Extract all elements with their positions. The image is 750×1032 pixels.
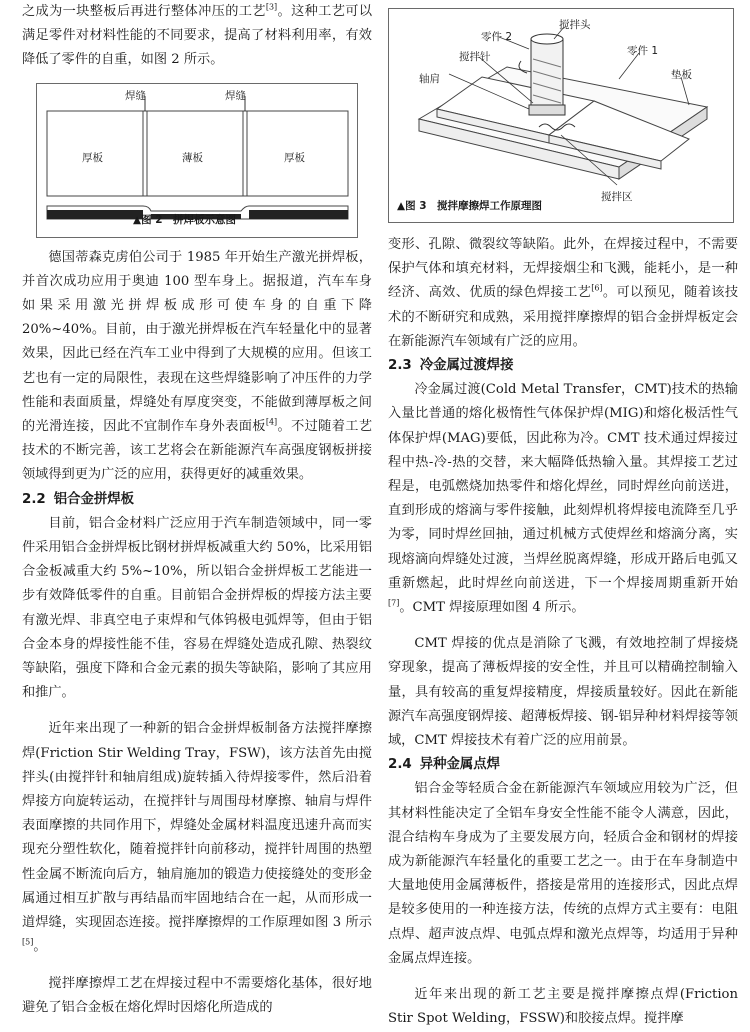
backing-plate-label: 垫板: [671, 69, 692, 81]
friction-stir-welding-diagram: [389, 9, 735, 224]
figure-2: [36, 83, 358, 238]
laser-welding-paragraph: 德国蒂森克虏伯公司于 1985 年开始生产激光拼焊板，并首次成功应用于奥迪 100 型车身上。据报道，汽车车身如果采用激光拼焊板成形可使车身的自重下降 20%~40%。目前，由于激光拼焊板在汽车轻量化中的显著效果，因此已经在汽车工业中得到了大规模的应用。但该工艺也有一定的局限性，表现在这些焊缝影响了冲压件的力学性能和表面质量，焊缝处有厚度突变，不能做到薄厚板之间的光滑连接，因此不宜制作车身外表面板[4]。不过随着工艺技术的不断完善，该工艺将会在新能源汽车高强度钢板拼接领域得到更为广泛的应用，获得更好的减重效果。: [22, 249, 373, 483]
cmt-advantage-paragraph: CMT 焊接的优点是消除了飞溅，有效地控制了焊接烧穿现象，提高了薄板焊接的安全性，并且可以精确控制输入量，具有较高的重复焊接精度，焊接质量较好。因此在新能源汽车高强度钢焊接、超薄板焊接、钢-铝异种材料焊接等领域，CMT 焊接技术有着广泛的应用前景。: [388, 636, 738, 749]
spot-welding-paragraph: 铝合金等轻质合金在新能源汽车领域应用较为广泛，但其材料性能决定了全铝车身安全性能不能令人满意，因此，混合结构车身成为了主要发展方向，轻质合金和钢材的焊接成为新能源汽车轻量化的重要工艺之一。由于在车身制造中大量地使用金属薄板件，搭接是常用的连接形式，因此点焊是较多使用的一种连接方法，传统的点焊方式主要有：电阻点焊、超声波点焊、电弧点焊和激光点焊等，均适用于异种金属点焊连接。: [388, 781, 738, 966]
right-column: [388, 0, 738, 1032]
section-2-4-heading: 2.4 异种金属点焊: [388, 757, 501, 773]
fsw-advantage-paragraph: 搅拌摩擦焊工艺在焊接过程中不需要熔化基体，很好地避免了铝合金板在熔化焊时因熔化所造成的: [22, 975, 372, 1015]
aluminum-blank-paragraph: 目前，铝合金材料广泛应用于汽车制造领域中，同一零件采用铝合金拼焊板比钢材拼焊板减重大约 50%，比采用铝合金板减重大约 5%~10%，所以铝合金拼焊板工艺能进一步有效降低零件的自重。目前铝合金拼焊板的焊接方法主要有激光焊、非真空电子束焊和气体钨极电弧焊等，但由于铝合金本身的焊接性能不佳，容易在焊缝处造成孔隙、热裂纹等缺陷，强度下降和合金元素的损失等缺陷，影响了其应用和推广。: [22, 515, 373, 701]
section-2-2-heading: 2.2 铝合金拼焊板: [22, 491, 135, 507]
fssw-paragraph: 近年来出现的新工艺主要是搅拌摩擦点焊(Friction Stir Spot Welding，FSSW)和胶接点焊。搅拌摩: [388, 987, 738, 1027]
plate-thin-label: 薄板: [182, 151, 203, 164]
weld-label-2: 焊缝: [225, 89, 246, 102]
cmt-paragraph: 冷金属过渡(Cold Metal Transfer，CMT)技术的热输入量比普通的熔化极惰性气体保护焊(MIG)和熔化极活性气体保护焊(MAG)要低，因此称为冷。CMT 技术通过焊接过程中热-冷-热的交替，来大幅降低热输入量。其焊接工艺过程是，电弧燃烧加热零件和熔化焊丝，同时焊丝向前送进，直到形成的熔滴与零件接触，此刻焊机将焊接电流降至几乎为零，同时焊丝回抽，通过机械方式使焊丝和熔滴分离，实现熔滴向焊缝处过渡，当焊丝脱离焊缝，形成开路后电弧又重新燃起，此时焊丝向前送进，下一个焊接周期重新开始[7]。CMT 焊接原理如图 4 所示。: [388, 382, 738, 616]
stir-zone-label: 搅拌区: [601, 191, 633, 203]
fsw-continued-paragraph: 变形、孔隙、微裂纹等缺陷。此外，在焊接过程中，不需要保护气体和填充材料，无焊接烟尘和飞溅，能耗小，是一种经济、高效、优质的绿色焊接工艺[6]。可以预见，随着该技术的不断研究和成熟，采用搅拌摩擦焊的铝合金拼焊板定会在新能源汽车领域有广泛的应用。: [388, 237, 739, 349]
intro-paragraph: 之成为一块整板后再进行整体冲压的工艺[3]。这种工艺可以满足零件对材料性能的不同要求，提高了材料利用率，有效降低了零件的自重，如图 2 所示。: [22, 2, 373, 68]
stir-head-label: 搅拌头: [559, 19, 591, 31]
stir-pin-label: 搅拌针: [459, 51, 491, 63]
weld-label-1: 焊缝: [125, 89, 146, 102]
section-2-3-heading: 2.3 冷金属过渡焊接: [388, 358, 514, 374]
fsw-paragraph: 近年来出现了一种新的铝合金拼焊板制备方法搅拌摩擦焊(Friction Stir Welding Tray，FSW)，该方法首先由搅拌头(由搅拌针和轴肩组成)旋转插入待焊接零件，然后沿着焊接方向旋转运动，在搅拌针与周围母材摩擦、轴肩与焊件表面摩擦的共同作用下，焊缝处金属材料温度迅速升高而实现充分塑性软化，随着搅拌针向前移动，搅拌针周围的热塑性金属不断流向后方，轴肩施加的锻造力使接缝处的变形金属通过相互扩散与再结晶而牢固地结合在一起，从而形成一道焊缝，实现固态连接。搅拌摩擦焊的工作原理如图 3 所示[5]。: [22, 721, 372, 955]
left-column: [22, 0, 372, 1020]
part-1-label: 零件 1: [627, 45, 659, 57]
part-2-label: 零件 2: [481, 31, 513, 43]
plate-thick-label-2: 厚板: [284, 151, 305, 164]
figure-3: [388, 8, 734, 223]
plate-thick-label-1: 厚板: [82, 151, 103, 164]
figure-2-caption: ▲图 2 拼焊板示意图: [133, 214, 237, 227]
figure-3-caption: ▲图 3 搅拌摩擦焊工作原理图: [397, 199, 543, 212]
shoulder-label: 轴肩: [419, 73, 440, 85]
